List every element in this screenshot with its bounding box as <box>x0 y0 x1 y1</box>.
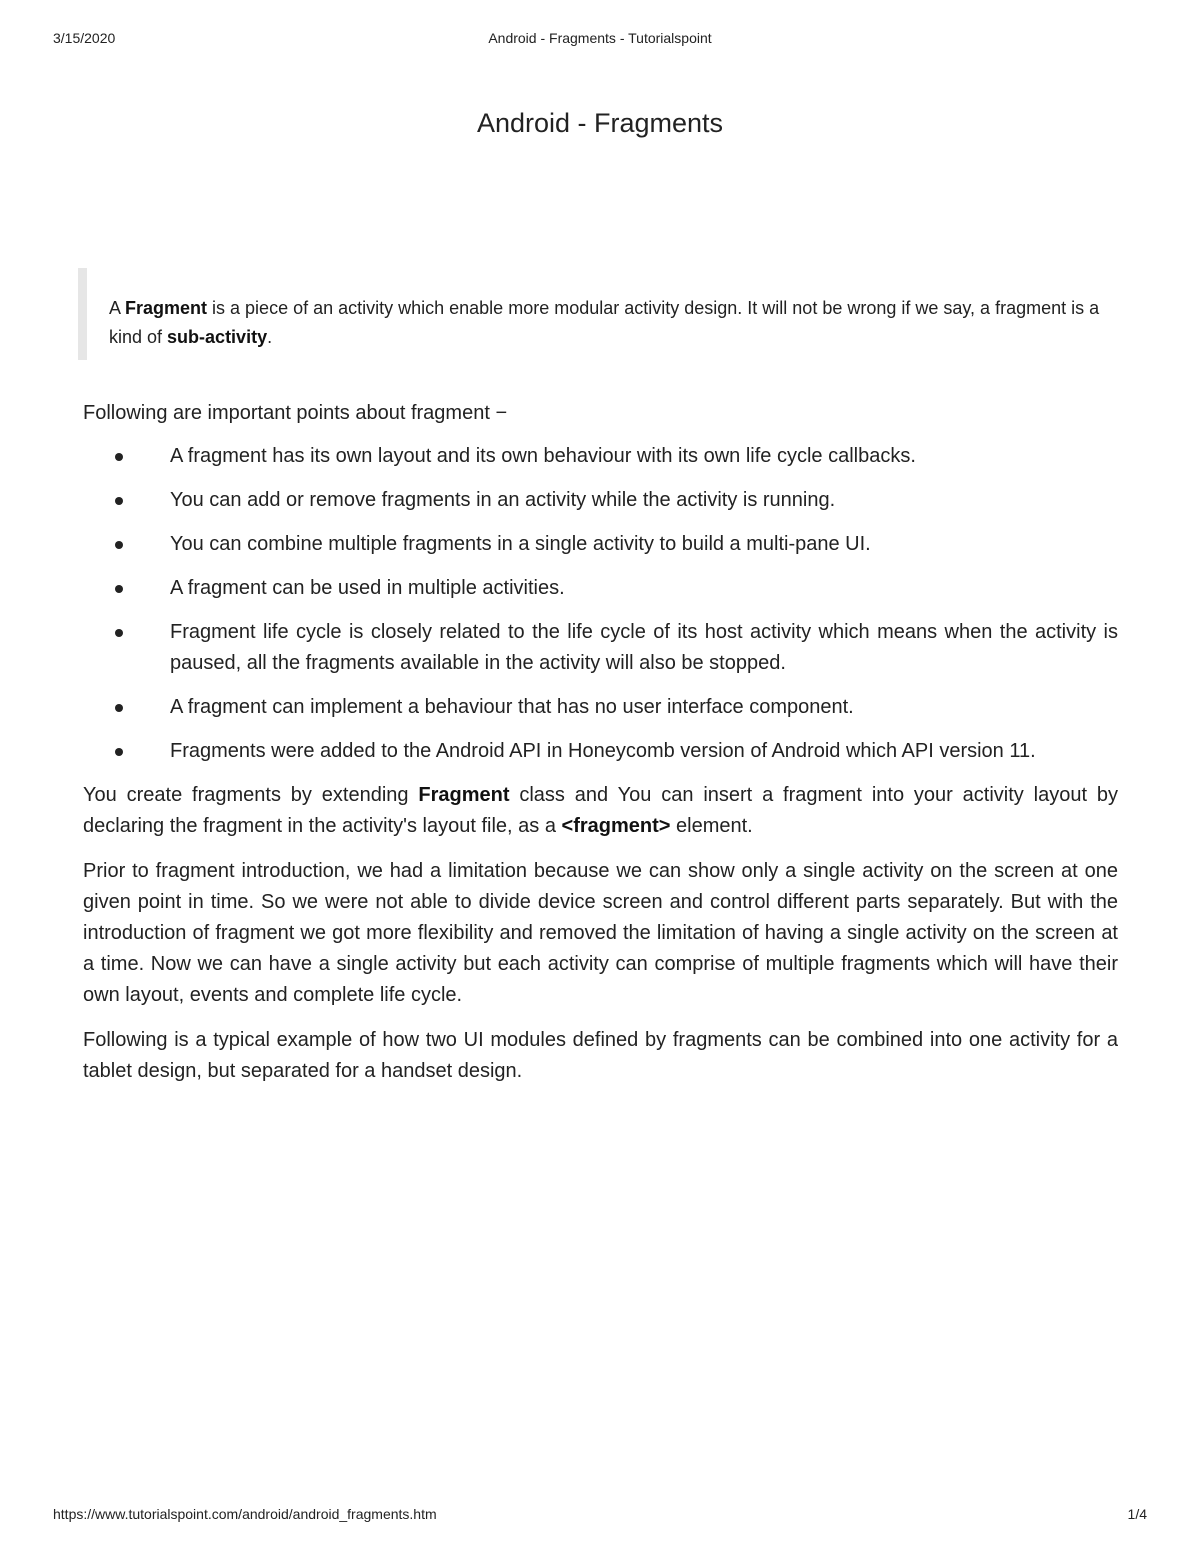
callout-term-sub-activity: sub-activity <box>167 327 268 347</box>
list-item-text: A fragment can be used in multiple activities. <box>170 577 565 599</box>
para1-text-e: element. <box>670 815 753 837</box>
bullet-icon <box>115 585 123 593</box>
para1-term-fragment: Fragment <box>418 784 510 806</box>
bullet-icon <box>115 748 123 756</box>
list-item <box>83 573 1118 604</box>
print-footer <box>53 1506 1147 1526</box>
para1-term-fragment-tag: <fragment> <box>561 815 671 837</box>
callout-term-fragment: Fragment <box>125 298 208 318</box>
list-item <box>83 529 1118 560</box>
paragraph-prior-introduction: Prior to fragment introduction, we had a limitation because we can show only a single activity on the screen at one given point in time. So we were not able to divide device screen and control different parts separately. But with the introduction of fragment we got more flexibility and removed the limitation of having a single activity on the screen at a time. Now we can have a single activity but each activity can comprise of multiple fragments which will have their own layout, events and complete life cycle. <box>83 860 1118 1006</box>
list-item <box>83 485 1118 516</box>
points-list <box>83 441 1118 767</box>
list-item-text: A fragment has its own layout and its own behaviour with its own life cycle callbacks. <box>170 445 916 467</box>
print-doc-title: Android - Fragments - Tutorialspoint <box>488 30 712 46</box>
bullet-icon <box>115 704 123 712</box>
page-number: 1/4 <box>1127 1506 1147 1522</box>
list-item <box>83 692 1118 723</box>
list-item <box>83 441 1118 472</box>
callout-middle: is a piece of an activity which enable more modular activity design. It will not be wrong if we say, a fragment is a kind of <box>109 298 1100 347</box>
bullet-icon <box>115 629 123 637</box>
bullet-icon <box>115 541 123 549</box>
list-item-text: Fragments were added to the Android API in Honeycomb version of Android which API version 11. <box>170 740 1036 762</box>
points-intro: Following are important points about fragment − <box>83 402 508 424</box>
print-date: 3/15/2020 <box>53 30 116 46</box>
definition-callout <box>78 268 1118 360</box>
list-item <box>83 617 1118 679</box>
callout-suffix: . <box>267 327 273 347</box>
bullet-icon <box>115 497 123 505</box>
print-url: https://www.tutorialspoint.com/android/android_fragments.htm <box>53 1506 437 1522</box>
main-content <box>83 398 1118 1101</box>
callout-prefix: A <box>109 298 126 318</box>
list-item-text: Fragment life cycle is closely related to the life cycle of its host activity which means when the activity is paused, all the fragments available in the activity will also be stopped. <box>170 621 1118 674</box>
list-item-text: A fragment can implement a behaviour that has no user interface component. <box>170 696 854 718</box>
list-item-text: You can add or remove fragments in an activity while the activity is running. <box>170 489 836 511</box>
para1-text-a: You create fragments by extending <box>83 784 419 806</box>
callout-text <box>109 294 1104 352</box>
para1-text-c: class and You can insert a fragment into your activity layout by declaring the fragment in the activity's layout file, as a <box>83 784 1118 837</box>
bullet-icon <box>115 453 123 461</box>
list-item <box>83 736 1118 767</box>
page-title: Android - Fragments <box>476 108 724 138</box>
paragraph-create-fragments <box>83 780 1118 842</box>
print-header <box>53 30 1147 50</box>
list-item-text: You can combine multiple fragments in a single activity to build a multi-pane UI. <box>170 533 871 555</box>
paragraph-typical-example: Following is a typical example of how two UI modules defined by fragments can be combined into one activity for a tablet design, but separated for a handset design. <box>83 1029 1118 1082</box>
